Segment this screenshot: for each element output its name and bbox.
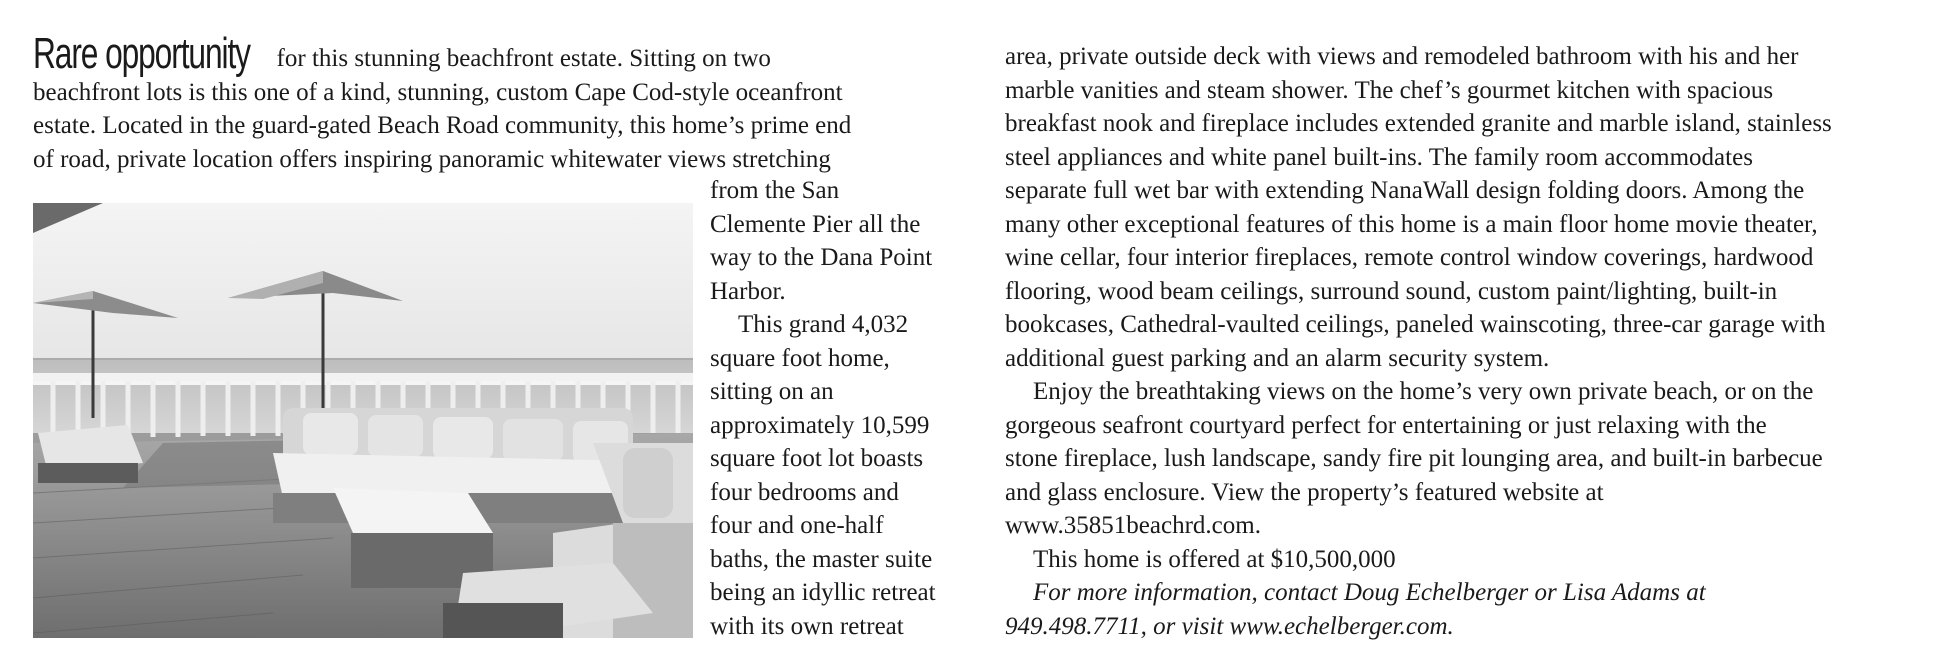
website-link-text: www.35851beachrd.com. [1005, 512, 1261, 539]
contact-line: 949.498.7711, or visit www.echelberger.com. [1005, 612, 1454, 640]
text-line: square foot lot boasts [710, 445, 924, 472]
text-line: many other exceptional features of this home is a main floor home movie theater, [1005, 210, 1818, 238]
text-line: gorgeous seafront courtyard perfect for entertaining or just relaxing with the [1005, 411, 1767, 439]
text-line: separate full wet bar with extending NanaWall design folding doors. Among the [1005, 177, 1805, 204]
text-line: baths, the master suite [710, 545, 933, 573]
contact-line: For more information, contact Doug Echelberger or Lisa Adams at [1033, 579, 1706, 606]
text-line: way to the Dana Point [710, 244, 933, 271]
text-line: four and one-half [710, 512, 884, 539]
text-line: wine cellar, four interior fireplaces, remote control window coverings, hardwood [1005, 244, 1814, 271]
beachfront-deck-photo [33, 203, 693, 638]
text-line: four bedrooms and [710, 478, 899, 506]
text-line: breakfast nook and fireplace includes extended granite and marble island, stainless [1005, 110, 1832, 137]
intro-line: beachfront lots is this one of a kind, stunning, custom Cape Cod-style oceanfront [33, 78, 843, 106]
intro-text-block [33, 30, 973, 176]
text-line: steel appliances and white panel built-ins. The family room accommodates [1005, 143, 1753, 171]
text-line: additional guest parking and an alarm security system. [1005, 344, 1550, 372]
text-line: stone fireplace, lush landscape, sandy fire pit lounging area, and built-in barbecue [1005, 445, 1823, 472]
right-column-text [1005, 40, 1945, 643]
intro-line: for this stunning beachfront estate. Sitting on two [276, 45, 771, 72]
text-line: with its own retreat [710, 612, 904, 640]
text-line: being an idyllic retreat [710, 579, 936, 606]
text-line: marble vanities and steam shower. The chef’s gourmet kitchen with spacious [1005, 76, 1774, 104]
text-line: flooring, wood beam ceilings, surround sound, custom paint/lighting, built-in [1005, 277, 1778, 305]
headline: Rare opportunity [33, 29, 250, 78]
text-line: from the San [710, 177, 840, 204]
beside-photo-text [710, 174, 975, 643]
text-line: Clemente Pier all the [710, 210, 921, 238]
intro-line: of road, private location offers inspiring panoramic whitewater views stretching [33, 145, 831, 173]
text-line: sitting on an [710, 378, 834, 405]
text-line: and glass enclosure. View the property’s featured website at [1005, 478, 1604, 506]
intro-line: estate. Located in the guard-gated Beach Road community, this home’s prime end [33, 112, 852, 139]
text-line: This grand 4,032 [738, 311, 909, 338]
headline-line [33, 30, 973, 76]
text-line: Harbor. [710, 277, 786, 305]
text-line: approximately 10,599 [710, 411, 930, 439]
text-line: area, private outside deck with views and remodeled bathroom with his and her [1005, 43, 1799, 70]
price-line: This home is offered at $10,500,000 [1033, 545, 1396, 573]
text-line: bookcases, Cathedral-vaulted ceilings, paneled wainscoting, three-car garage with [1005, 311, 1826, 338]
text-line: square foot home, [710, 344, 890, 372]
text-line: Enjoy the breathtaking views on the home’s very own private beach, or on the [1033, 378, 1814, 405]
